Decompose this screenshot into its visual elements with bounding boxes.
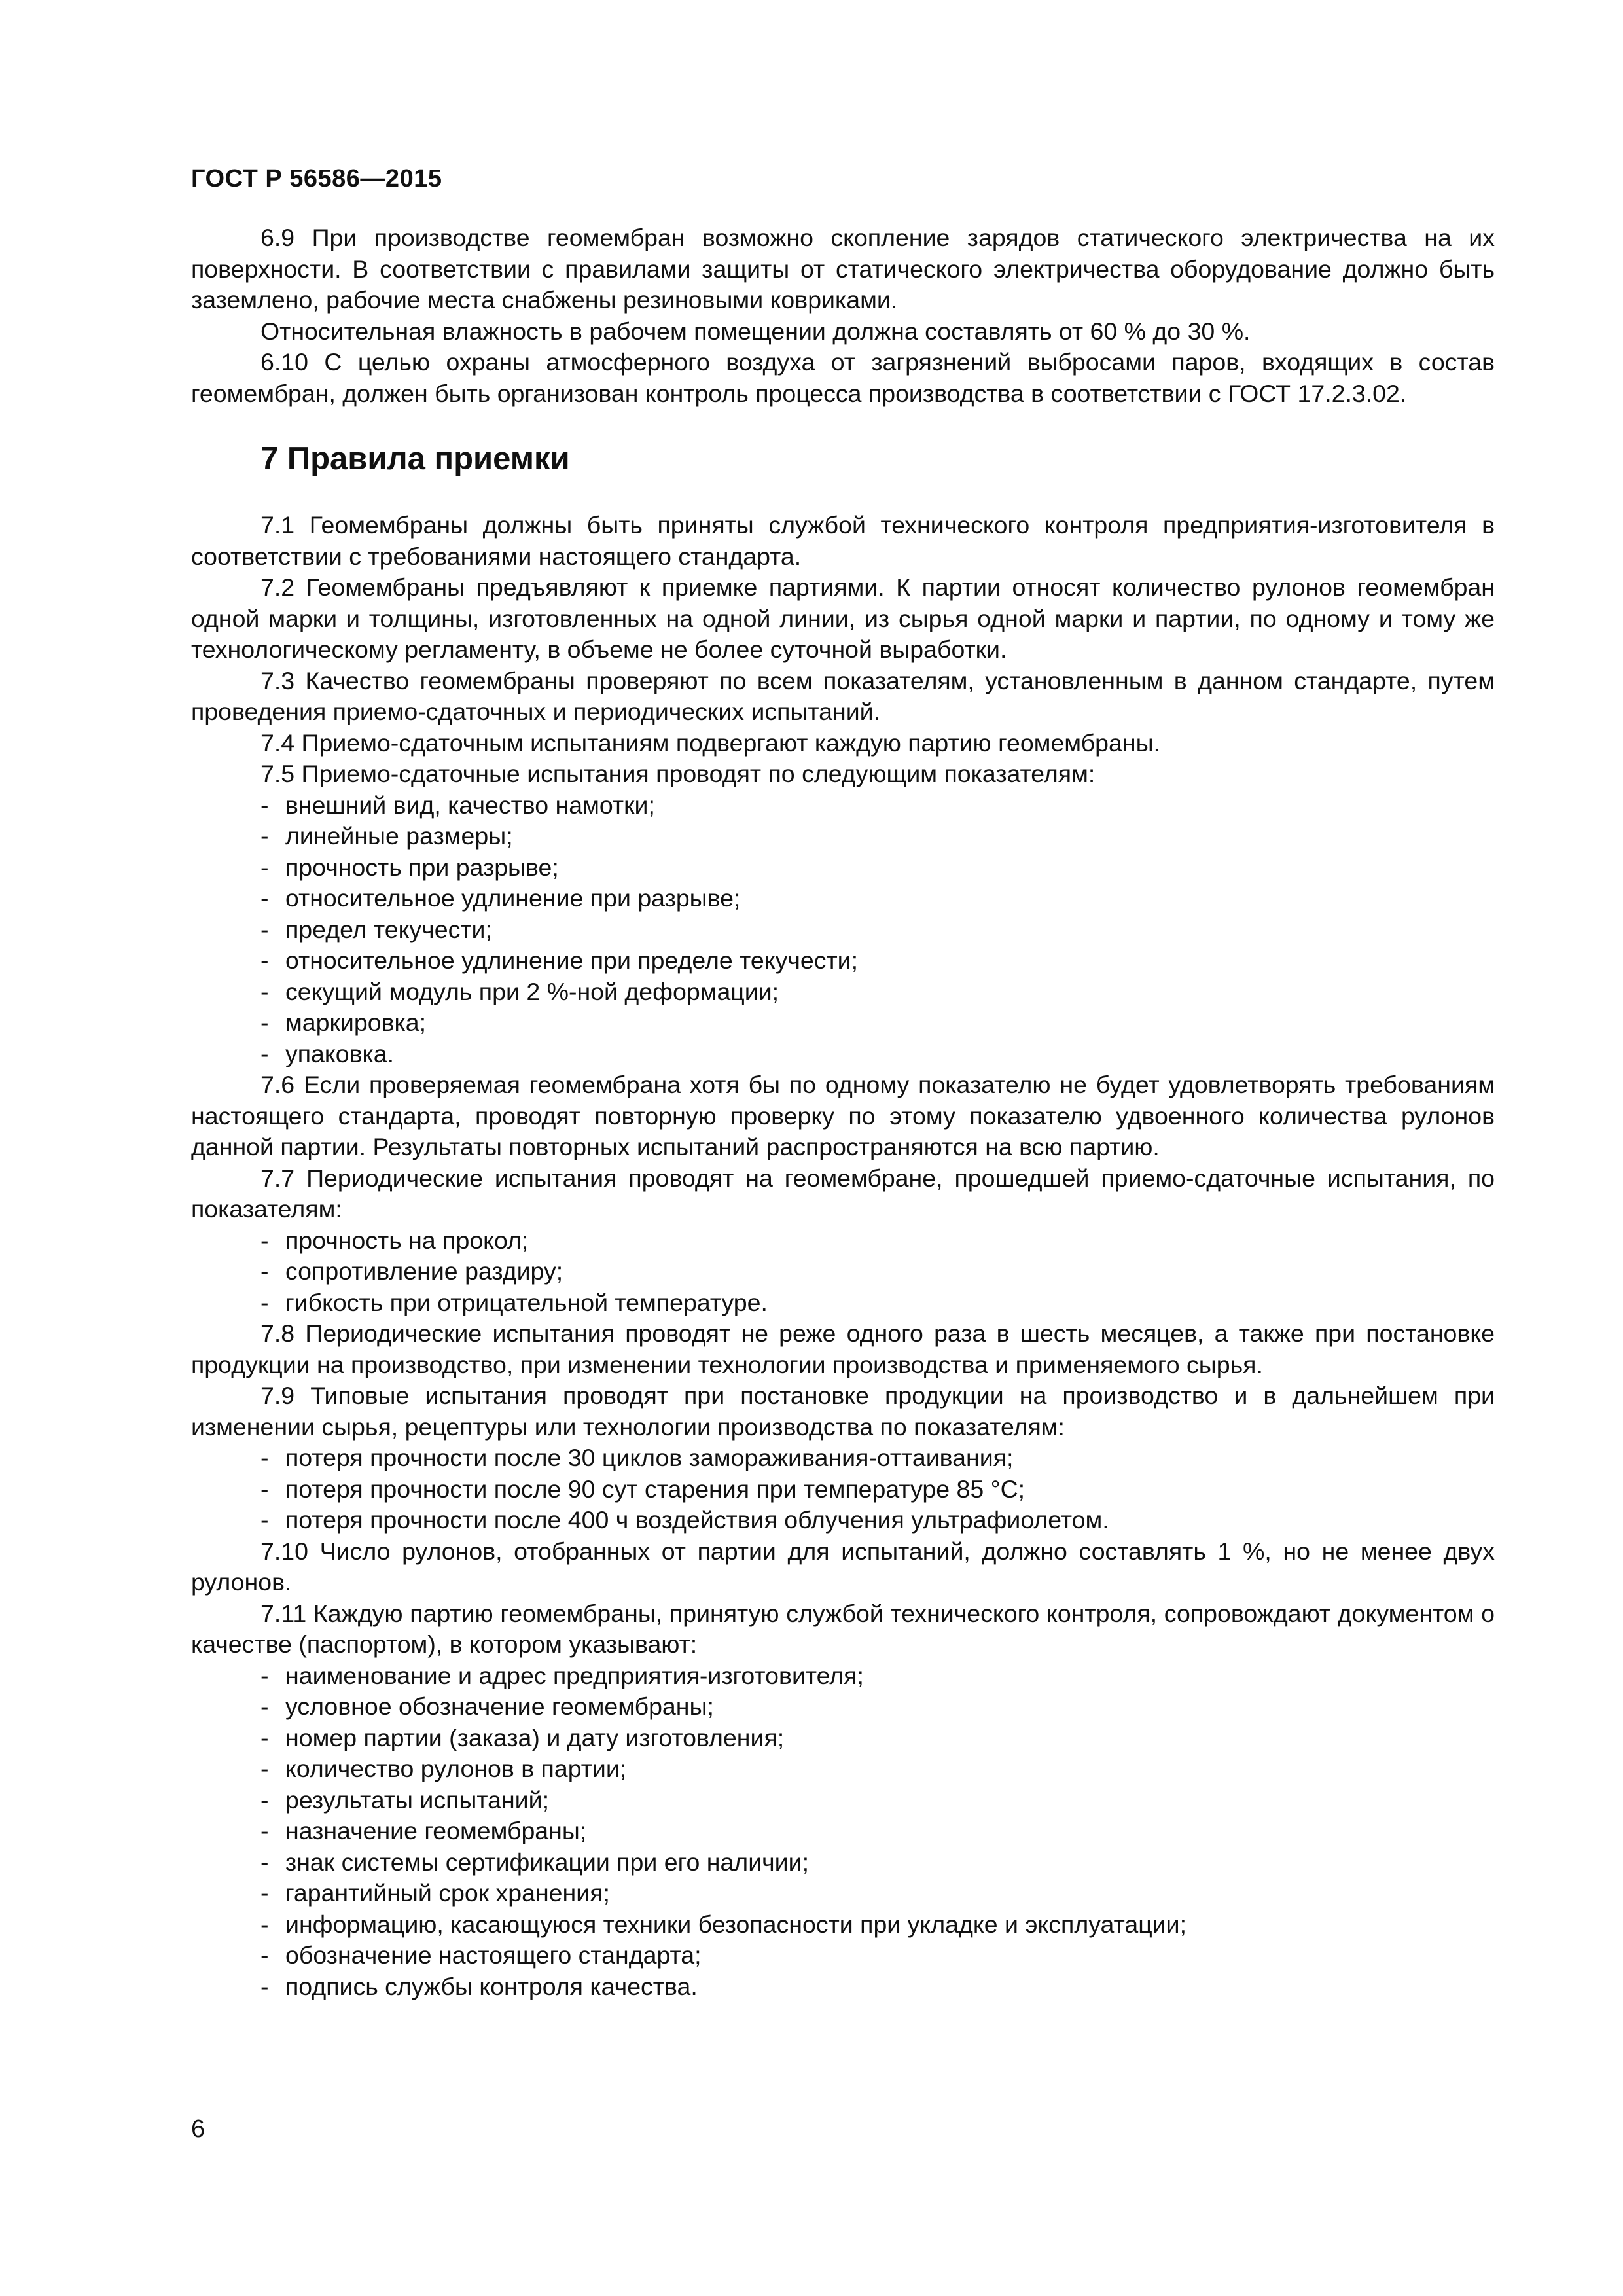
dash-marker: -	[260, 791, 269, 819]
list-item-text: наименование и адрес предприятия-изготовителя;	[285, 1661, 864, 1689]
list-item	[191, 1256, 1495, 1287]
list-item-text: знак системы сертификации при его наличии;	[285, 1848, 809, 1876]
list-item-text: гарантийный срок хранения;	[285, 1879, 610, 1907]
list-7-9	[191, 1443, 1495, 1536]
dash-marker: -	[260, 853, 269, 881]
dash-marker: -	[260, 1506, 269, 1534]
list-item	[191, 790, 1495, 821]
dash-marker: -	[260, 977, 269, 1005]
paragraph-7-10: 7.10 Число рулонов, отобранных от партии для испытаний, должно составлять 1 %, но не менее двух рулонов.	[191, 1537, 1495, 1596]
list-item-text: информацию, касающуюся техники безопасности при укладке и эксплуатации;	[285, 1910, 1186, 1938]
paragraph-7-4: 7.4 Приемо-сдаточным испытаниям подвергают каждую партию геомембраны.	[260, 728, 1160, 757]
list-item-text: относительное удлинение при пределе текучести;	[285, 946, 859, 974]
list-item-text: потеря прочности после 400 ч воздействия облучения ультрафиолетом.	[285, 1506, 1109, 1534]
dash-marker: -	[260, 915, 269, 943]
list-item	[191, 1940, 1495, 1971]
dash-marker: -	[260, 946, 269, 974]
dash-marker: -	[260, 1693, 269, 1720]
dash-marker: -	[260, 1910, 269, 1938]
list-item-text: внешний вид, качество намотки;	[285, 791, 655, 819]
list-item	[191, 883, 1495, 914]
dash-marker: -	[260, 1257, 269, 1285]
list-item	[191, 1505, 1495, 1536]
list-item	[191, 1723, 1495, 1754]
list-item-text: условное обозначение геомембраны;	[285, 1693, 714, 1720]
paragraph-7-11: 7.11 Каждую партию геомембраны, принятую службой технического контроля, сопровождают документом о качестве (паспортом), в котором указывают:	[191, 1599, 1495, 1658]
list-item	[191, 1691, 1495, 1723]
dash-marker: -	[260, 1817, 269, 1844]
list-item-text: относительное удлинение при разрыве;	[285, 884, 741, 912]
list-item-text: прочность на прокол;	[285, 1226, 529, 1254]
list-item-text: упаковка.	[285, 1039, 395, 1067]
list-item-text: количество рулонов в партии;	[285, 1755, 627, 1782]
list-item	[191, 1847, 1495, 1878]
dash-marker: -	[260, 1039, 269, 1067]
list-item	[191, 1816, 1495, 1847]
paragraph-7-9: 7.9 Типовые испытания проводят при постановке продукции на производство и в дальнейшем при изменении сырья, рецептуры или технологии производства по показателям:	[191, 1382, 1495, 1441]
list-item-text: потеря прочности после 30 циклов замораживания-оттаивания;	[285, 1444, 1014, 1471]
list-item-text: сопротивление раздиру;	[285, 1257, 563, 1285]
dash-marker: -	[260, 1972, 269, 2000]
list-item-text: потеря прочности после 90 сут старения при температуре 85 °С;	[285, 1475, 1026, 1503]
paragraph-7-8: 7.8 Периодические испытания проводят не реже одного раза в шесть месяцев, а также при постановке продукции на производство, при изменении технологии производства и применяемого сырья.	[191, 1319, 1495, 1378]
list-item-text: линейные размеры;	[285, 822, 513, 850]
dash-marker: -	[260, 1879, 269, 1907]
spacer	[191, 409, 1495, 440]
dash-marker: -	[260, 822, 269, 850]
paragraph-7-7: 7.7 Периодические испытания проводят на геомембране, прошедшей приемо-сдаточные испытания, по показателям:	[191, 1164, 1495, 1223]
paragraph-7-1: 7.1 Геомембраны должны быть приняты службой технического контроля предприятия-изготовителя в соответствии с требованиями настоящего стандарта.	[191, 511, 1495, 570]
list-item	[191, 945, 1495, 977]
list-7-11	[191, 1660, 1495, 2003]
list-item	[191, 852, 1495, 884]
list-item-text: гибкость при отрицательной температуре.	[285, 1288, 768, 1316]
paragraph-7-6: 7.6 Если проверяемая геомембрана хотя бы по одному показателю не будет удовлетворять требованиям настоящего стандарта, проводят повторную проверку по этому показателю удвоенного количества рулонов данной партии. Результаты повторных испытаний распространяются на всю партию.	[191, 1071, 1495, 1160]
spacer	[191, 477, 1495, 510]
list-item	[191, 914, 1495, 946]
list-item-text: номер партии (заказа) и дату изготовления;	[285, 1723, 785, 1751]
list-item-text: маркировка;	[285, 1009, 426, 1036]
dash-marker: -	[260, 1755, 269, 1782]
list-item-text: назначение геомембраны;	[285, 1817, 587, 1844]
list-item	[191, 1878, 1495, 1909]
paragraph-6-10: 6.10 С целью охраны атмосферного воздуха от загрязнений выбросами паров, входящих в состав геомембран, должен быть организован контроль процесса производства в соответствии с ГОСТ 17.2.3.02.	[191, 348, 1495, 407]
list-item-text: секущий модуль при 2 %-ной деформации;	[285, 977, 779, 1005]
list-item	[191, 1753, 1495, 1785]
list-item	[191, 1909, 1495, 1941]
section-7-title: 7 Правила приемки	[260, 441, 570, 476]
list-item	[191, 1225, 1495, 1257]
list-item	[191, 1785, 1495, 1816]
page-content	[191, 223, 1495, 2002]
list-item	[191, 1039, 1495, 1070]
paragraph-7-5: 7.5 Приемо-сдаточные испытания проводят по следующим показателям:	[260, 760, 1096, 787]
dash-marker: -	[260, 1785, 269, 1814]
dash-marker: -	[260, 1226, 269, 1254]
list-item	[191, 977, 1495, 1008]
dash-marker: -	[260, 1009, 269, 1036]
dash-marker: -	[260, 1723, 269, 1751]
paragraph-6-9: 6.9 При производстве геомембран возможно скопление зарядов статического электричества на их поверхности. В соответствии с правилами защиты от статического электричества оборудование должно быть заземлено, рабочие места снабжены резиновыми ковриками.	[191, 224, 1495, 314]
list-item	[191, 821, 1495, 852]
dash-marker: -	[260, 1661, 269, 1689]
list-7-7	[191, 1225, 1495, 1319]
list-item	[191, 1971, 1495, 2003]
list-item-text: обозначение настоящего стандарта;	[285, 1941, 702, 1969]
list-7-5	[191, 790, 1495, 1070]
list-item-text: результаты испытаний;	[285, 1785, 549, 1814]
dash-marker: -	[260, 884, 269, 912]
dash-marker: -	[260, 1475, 269, 1503]
list-item-text: предел текучести;	[285, 915, 492, 943]
paragraph-6-9-humidity: Относительная влажность в рабочем помещении должна составлять от 60 % до 30 %.	[260, 317, 1251, 345]
paragraph-7-2: 7.2 Геомембраны предъявляют к приемке партиями. К партии относят количество рулонов геомембран одной марки и толщины, изготовленных на одной линии, из сырья одной марки и партии, по одному и тому же технологическому регламенту, в объеме не более суточной выработки.	[191, 573, 1495, 663]
dash-marker: -	[260, 1288, 269, 1316]
page-number: 6	[191, 2115, 205, 2143]
paragraph-7-3: 7.3 Качество геомембраны проверяют по всем показателям, установленным в данном стандарте, путем проведения приемо-сдаточных и периодических испытаний.	[191, 666, 1495, 725]
list-item	[191, 1660, 1495, 1692]
list-item	[191, 1474, 1495, 1505]
dash-marker: -	[260, 1941, 269, 1969]
list-item-text: прочность при разрыве;	[285, 853, 559, 881]
dash-marker: -	[260, 1848, 269, 1876]
list-item-text: подпись службы контроля качества.	[285, 1972, 698, 2000]
list-item	[191, 1007, 1495, 1039]
document-header: ГОСТ Р 56586—2015	[191, 165, 442, 192]
list-item	[191, 1443, 1495, 1474]
list-item	[191, 1287, 1495, 1319]
dash-marker: -	[260, 1444, 269, 1471]
